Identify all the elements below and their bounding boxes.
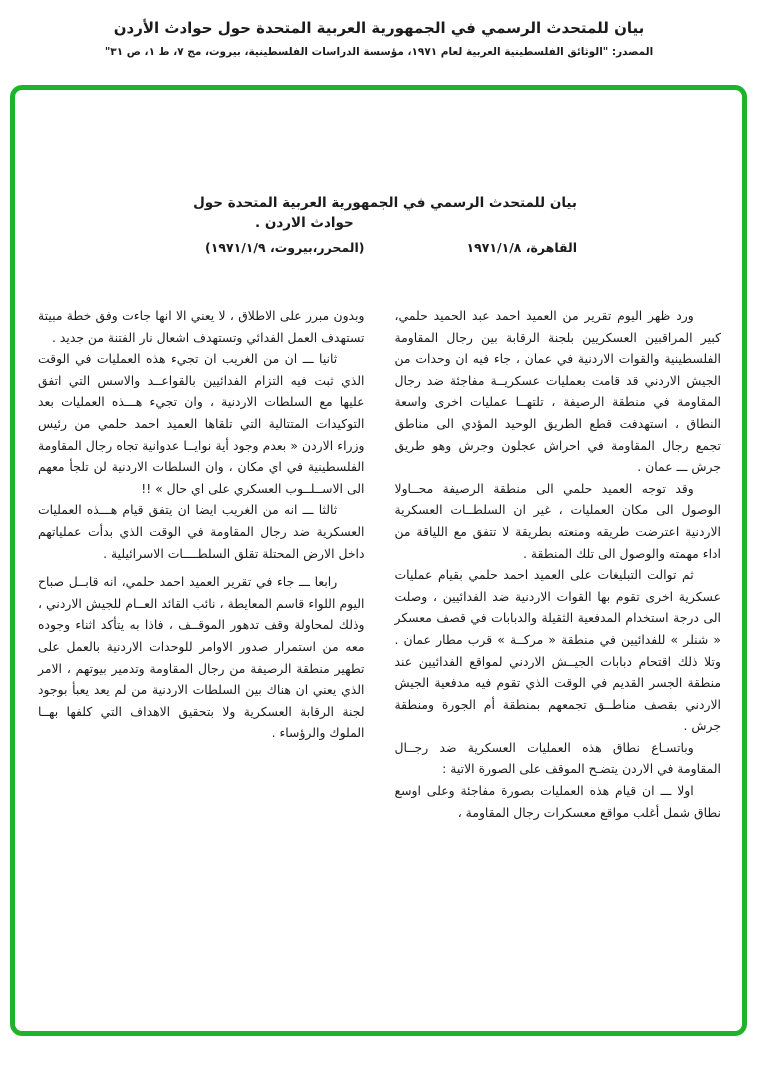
document-title-block bbox=[193, 195, 577, 255]
column-right bbox=[395, 305, 722, 823]
page-title: بيان للمتحدث الرسمي في الجمهورية العربية المتحدة حول حوادث الأردن bbox=[113, 19, 645, 37]
paragraph: ورد ظهر اليوم تقرير من العميد احمد عبد الحميد حلمي، كبير المراقبين العسكريين بلجنة الرقابة بين رجال المقاومة الفلسطينية والقوات الاردنية في عمان ، جاء فيه ان وحدات من الجيش الاردني قد قامت بعمليات عسكريــة مفاجئة ضد رجال المقاومة في منطقة الرصيفة ، تلتهــا عمليات اخرى واسعة النطاق ، استهدفت قطع الطريق الوحيد المؤدي الى مناطق تجمع رجال المقاومة في احراش عجلون وجرش وهو طريق جرش ـــ عمان . bbox=[394, 308, 721, 475]
paragraph: وبدون مبرر على الاطلاق ، لا يعني الا انها جاءت وفق خطة مبيتة تستهدف العمل الفدائي وتستهدف اشعال نار الفتنة من جديد . bbox=[38, 308, 365, 345]
paragraph: ثم توالت التبليغات على العميد احمد حلمي بقيام عمليات عسكرية اخرى تقوم بها القوات الاردنية ضد الفدائيين ، وصلت الى درجة استخدام المدفعية الثقيلة والدبابات في قصف معسكر « شنلر » للفدائيين في منطقة « مركــة » قرب مطار عمان . وتلا ذلك اقتحام دبابات الجيــش الاردني لمواقع الفدائيين عند منطقة الجسر القديم في الوقت الذي تقوم فيه مدفعية الجيش الاردني بقصف مناطــق تجمعهم بمنطقة أم الجورة ومنطقة جرش . bbox=[394, 567, 721, 734]
document-body bbox=[15, 305, 742, 823]
page-header bbox=[0, 0, 758, 58]
column-left bbox=[38, 305, 365, 823]
document-scan-frame bbox=[10, 85, 747, 1036]
dateline bbox=[205, 240, 577, 255]
document-title-line2: حوادث الاردن . bbox=[255, 215, 354, 231]
dateline-editor: (المحرر،بيروت، ١٩٧١/١/٩) bbox=[205, 240, 365, 255]
dateline-cairo: القاهرة، ١٩٧١/١/٨ bbox=[466, 240, 577, 255]
paragraph: وباتسـاع نطاق هذه العمليات العسكرية ضد رجــال المقاومة في الاردن يتضـح الموقف على الصورة الاتية : bbox=[394, 739, 721, 777]
document-title-line1: بيان للمتحدث الرسمي في الجمهورية العربية المتحدة حول bbox=[193, 195, 577, 211]
paragraph: ثالثا ـــ انه من الغريب ايضا ان يتفق قيام هـــذه العمليات العسكرية ضد رجال المقاومة في الوقت الذي بدأت عملياتهم داخل الارض المحتلة تقلق السلطــــات الاسرائيلية . bbox=[38, 502, 365, 561]
source-citation: المصدر: "الوثائق الفلسطينية العربية لعام ١٩٧١، مؤسسة الدراسات الفلسطينية، بيروت، مج ٧، ط ١، ص ٣١" bbox=[104, 46, 654, 58]
paragraph: وقد توجه العميد حلمي الى منطقة الرصيفة محــاولا الوصول الى مكان العمليات ، غير ان السلطــات العسكرية الاردنية اعترضت طريقه ومنعته بطريقة لا تتفق مع اللياقة من اداء مهمته والوصول الى تلك المنطقة . bbox=[394, 480, 721, 561]
paragraph: اولا ـــ ان قيام هذه العمليات بصورة مفاجئة وعلى اوسع نطاق شمل أغلب مواقع معسكرات رجال المقاومة ، bbox=[394, 783, 721, 820]
paragraph: ثانيا ـــ ان من الغريب ان تجيء هذه العمليات في الوقت الذي ثبت فيه التزام الفدائيين بالقواعــد والاسس التي اتفق عليها مع السلطات الاردنية ، وان تجيء هـــذه العمليات بعد التوكيدات المتتالية التي تلقاها العميد احمد حلمي من رئيس وزراء الاردن « بعدم وجود أية نوايــا عدوانية تجاه رجال المقاومة الفلسطينية في اي مكان ، وان السلطات الاردنية لن تلجأ معهم الى الاســلــوب العسكري على اي حال » !! bbox=[38, 351, 365, 496]
paragraph: رابعا ـــ جاء في تقرير العميد احمد حلمي، انه قابــل صباح اليوم اللواء قاسم المعايطة ، نائب القائد العــام للجيش الاردني ، وذلك لمحاولة وقف تدهور الموقــف ، فاذا به يتأكد اثناء وجوده معه من استمرار صدور الاوامر للوحدات الاردنية بالعمل على تطهير منطقة الرصيفة من رجال المقاومة وتدمير بيوتهم ، الامر الذي يعني ان هناك بين السلطات الاردنية من لم يعد يعبأ بوجود لجنة الرقابة العسكرية ولا بتحقيق الاهداف التي كلفها بهــا الملوك والرؤساء . bbox=[38, 574, 365, 741]
